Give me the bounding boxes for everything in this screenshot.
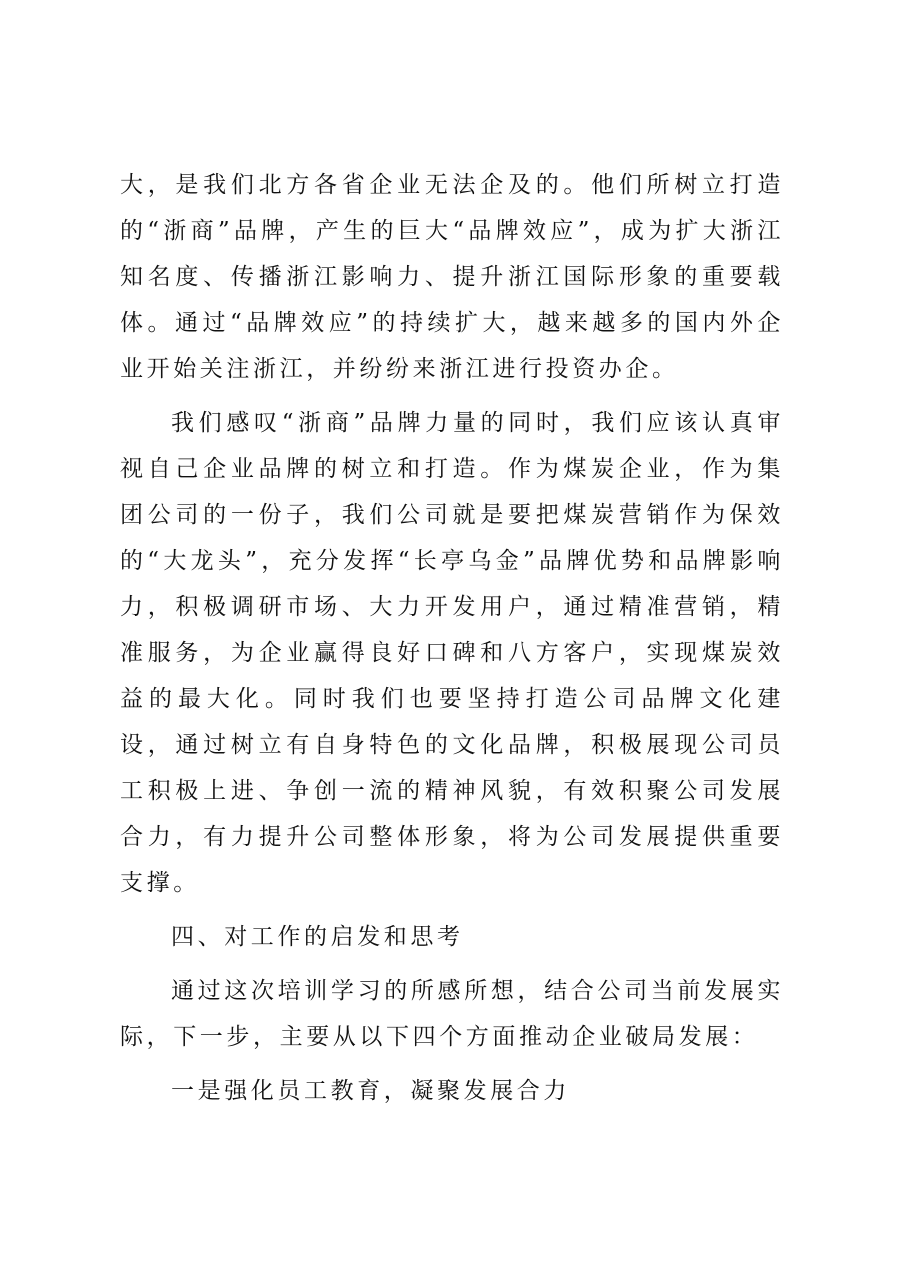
subheading-staff-education: 一是强化员工教育，凝聚发展合力 (171, 1078, 570, 1104)
paragraph-next-steps: 通过这次培训学习的所感所想，结合公司当前发展实际，下一步，主要从以下四个方面推动企业破局发展： (120, 978, 784, 1050)
paragraph-company-brand: 我们感叹“浙商”品牌力量的同时，我们应该认真审视自己企业品牌的树立和打造。作为煤炭企业，作为集团公司的一份子，我们公司就是要把煤炭营销作为保效的“大龙头”，充分发挥“长亭乌金”品牌优势和品牌影响力，积极调研市场、大力开发用户，通过精准营销，精准服务，为企业赢得良好口碑和八方客户，实现煤炭效益的最大化。同时我们也要坚持打造公司品牌文化建设，通过树立有自身特色的文化品牌，积极展现公司员工积极上进、争创一流的精神风貌，有效积聚公司发展合力，有力提升公司整体形象，将为公司发展提供重要支撑。 (120, 410, 784, 896)
section-heading-work-insights: 四、对工作的启发和思考 (171, 924, 464, 950)
document-body (120, 162, 784, 1122)
paragraph-brand-effect: 大，是我们北方各省企业无法企及的。他们所树立打造的“浙商”品牌，产生的巨大“品牌效应”，成为扩大浙江知名度、传播浙江影响力、提升浙江国际形象的重要载体。通过“品牌效应”的持续扩大，越来越多的国内外企业开始关注浙江，并纷纷来浙江进行投资办企。 (120, 172, 784, 382)
